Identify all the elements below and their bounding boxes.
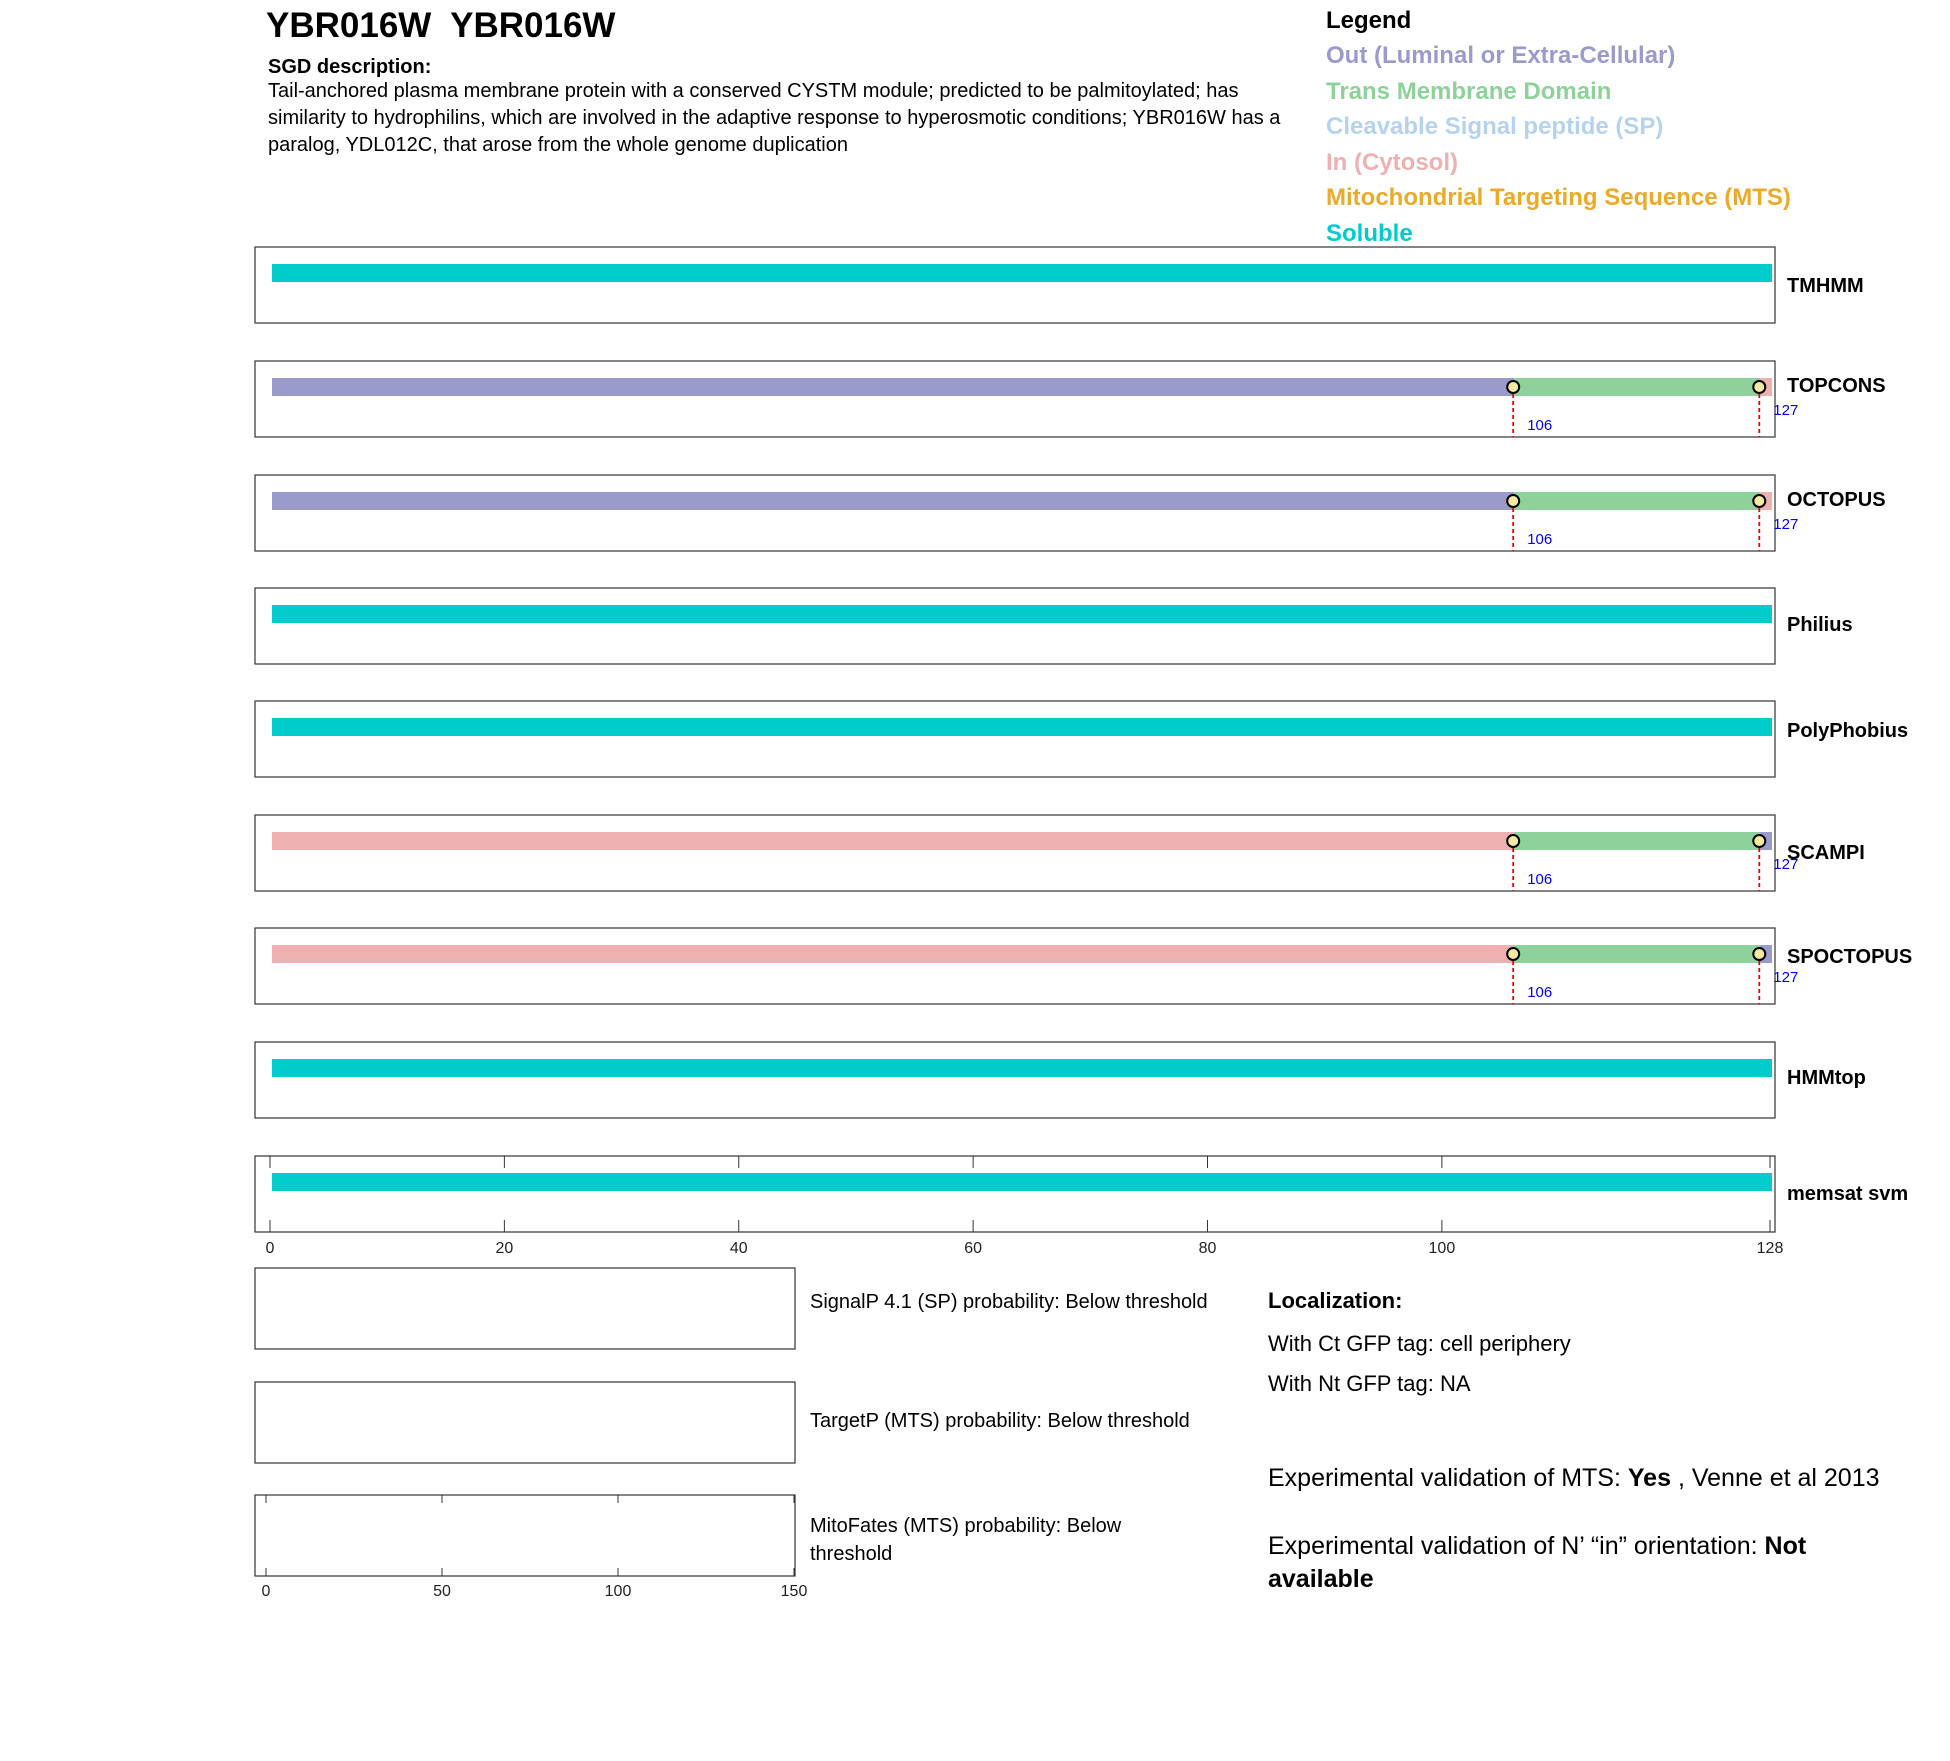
page-title: YBR016W YBR016W	[266, 6, 616, 45]
segment-scampi-0	[272, 832, 1514, 850]
marker-dot-spoctopus-127	[1753, 948, 1765, 960]
marker-label-octopus-127: 127	[1773, 516, 1799, 533]
legend-item-1: Trans Membrane Domain	[1326, 77, 1612, 105]
marker-label-spoctopus-127: 127	[1773, 969, 1799, 986]
track-label-scampi: SCAMPI	[1787, 842, 1865, 864]
localization-nt: With Nt GFP tag: NA	[1268, 1371, 1471, 1396]
prob-tick-label-150: 150	[780, 1583, 808, 1600]
marker-dot-topcons-106	[1507, 381, 1519, 393]
track-frame-memsat-svm	[255, 1156, 1775, 1232]
x-tick-label-80: 80	[1198, 1240, 1217, 1257]
track-label-octopus: OCTOPUS	[1787, 489, 1886, 511]
marker-label-spoctopus-106: 106	[1527, 984, 1553, 1001]
signalp-label: SignalP 4.1 (SP) probability: Below threshold	[810, 1291, 1208, 1313]
segment-topcons-1	[1514, 378, 1760, 396]
n-in-validation	[1268, 1530, 1868, 1596]
mts-validation-value: Yes	[1627, 1464, 1671, 1492]
prob-tick-label-0: 0	[261, 1583, 271, 1600]
legend-item-5: Soluble	[1326, 219, 1413, 247]
marker-dot-octopus-106	[1507, 495, 1519, 507]
mitofates-label	[810, 1512, 1121, 1568]
track-label-hmmtop: HMMtop	[1787, 1067, 1866, 1089]
segment-tmhmm-0	[272, 264, 1772, 282]
segment-topcons-0	[272, 378, 1514, 396]
marker-label-topcons-127: 127	[1773, 402, 1799, 419]
track-label-spoctopus: SPOCTOPUS	[1787, 946, 1913, 968]
marker-label-topcons-106: 106	[1527, 417, 1553, 434]
segment-octopus-0	[272, 492, 1514, 510]
x-tick-label-20: 20	[495, 1240, 514, 1257]
segment-spoctopus-0	[272, 945, 1514, 963]
segment-philius-0	[272, 605, 1772, 623]
marker-dot-scampi-127	[1753, 835, 1765, 847]
marker-label-octopus-106: 106	[1527, 531, 1553, 548]
legend-item-0: Out (Luminal or Extra-Cellular)	[1326, 42, 1676, 69]
localization-heading: Localization:	[1268, 1288, 1403, 1313]
localization-ct: With Ct GFP tag: cell periphery	[1268, 1331, 1571, 1356]
x-tick-label-100: 100	[1428, 1240, 1456, 1257]
mitofates-label-line1: MitoFates (MTS) probability: Below	[810, 1515, 1122, 1537]
marker-dot-spoctopus-106	[1507, 948, 1519, 960]
track-label-polyphobius: PolyPhobius	[1787, 720, 1909, 742]
x-tick-label-60: 60	[964, 1240, 983, 1257]
x-tick-label-40: 40	[729, 1240, 748, 1257]
marker-label-scampi-127: 127	[1773, 856, 1799, 873]
marker-dot-topcons-127	[1753, 381, 1765, 393]
mitofates-label-line2: threshold	[810, 1543, 893, 1565]
segment-polyphobius-0	[272, 718, 1772, 736]
marker-dot-scampi-106	[1507, 835, 1519, 847]
marker-label-scampi-106: 106	[1527, 871, 1553, 888]
legend-item-4: Mitochondrial Targeting Sequence (MTS)	[1326, 184, 1791, 211]
legend-item-2: Cleavable Signal peptide (SP)	[1326, 113, 1664, 140]
segment-scampi-1	[1514, 832, 1760, 850]
targetp-label: TargetP (MTS) probability: Below threshold	[810, 1410, 1190, 1432]
track-frame-polyphobius	[255, 701, 1775, 777]
legend-title: Legend	[1326, 7, 1412, 34]
track-label-memsat-svm: memsat svm	[1787, 1183, 1909, 1205]
track-label-tmhmm: TMHMM	[1787, 275, 1864, 297]
segment-octopus-1	[1514, 492, 1760, 510]
track-frame-philius	[255, 588, 1775, 664]
prob-tick-label-50: 50	[433, 1583, 451, 1600]
track-frame-tmhmm	[255, 247, 1775, 323]
x-tick-label-0: 0	[265, 1240, 275, 1257]
probability-panel-0	[255, 1268, 795, 1349]
track-label-topcons: TOPCONS	[1787, 375, 1886, 397]
n-in-validation-value: Not available	[1268, 1532, 1807, 1593]
n-in-validation-prefix: Experimental validation of N’ “in” orientation:	[1268, 1532, 1765, 1560]
track-label-philius: Philius	[1787, 614, 1853, 636]
x-tick-label-128: 128	[1756, 1240, 1784, 1257]
segment-spoctopus-1	[1514, 945, 1760, 963]
prob-tick-label-100: 100	[604, 1583, 632, 1600]
sgd-description-heading: SGD description:	[268, 56, 432, 78]
track-frame-hmmtop	[255, 1042, 1775, 1118]
mts-validation-prefix: Experimental validation of MTS:	[1268, 1464, 1628, 1492]
mts-validation	[1268, 1462, 1880, 1495]
probability-panel-1	[255, 1382, 795, 1463]
marker-dot-octopus-127	[1753, 495, 1765, 507]
segment-hmmtop-0	[272, 1059, 1772, 1077]
probability-panel-2	[255, 1495, 795, 1576]
sgd-description-text: Tail-anchored plasma membrane protein with a conserved CYSTM module; predicted to be palmitoylated; has similarity to hydrophilins, which are involved in the adaptive response to hyperosmotic conditions; YBR016W has a paralog, YDL012C, that arose from the whole genome duplication	[268, 80, 1281, 156]
legend-item-3: In (Cytosol)	[1326, 148, 1458, 176]
mts-validation-suffix: , Venne et al 2013	[1671, 1464, 1880, 1492]
segment-memsat-svm-0	[272, 1173, 1772, 1191]
